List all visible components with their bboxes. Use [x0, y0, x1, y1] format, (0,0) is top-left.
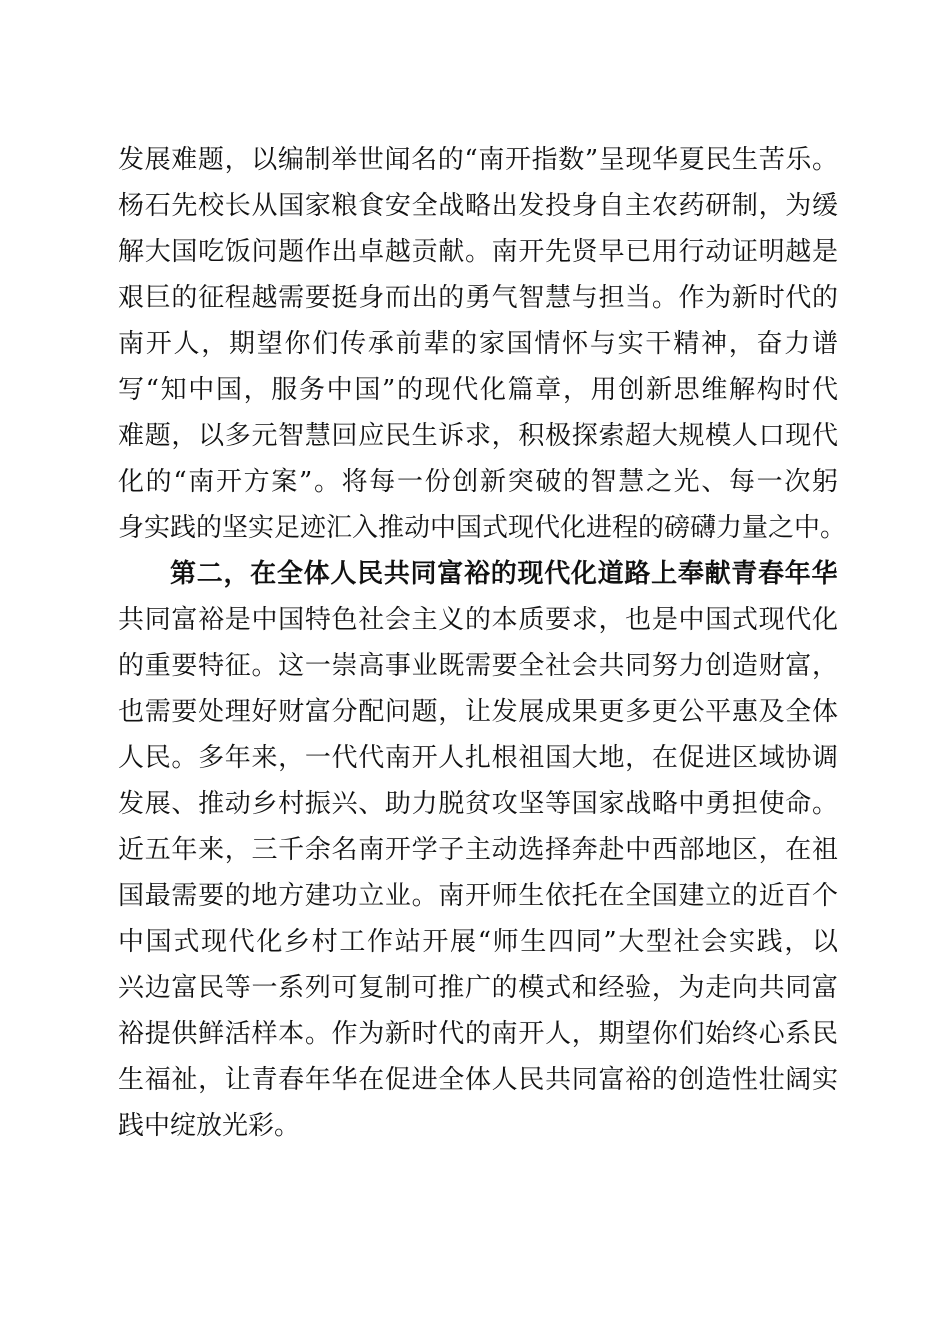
paragraph-2-line-7: 国最需要的地方建功立业。南开师生依托在全国建立的近百个: [118, 881, 838, 911]
paragraph-2-line-4: 人民。多年来，一代代南开人扎根祖国大地，在促进区域协调: [118, 743, 838, 773]
section-heading: 第二，在全体人民共同富裕的现代化道路上奉献青春年华: [170, 559, 838, 589]
paragraph-2-line-6: 近五年来，三千余名南开学子主动选择奔赴中西部地区，在祖: [118, 835, 838, 865]
paragraph-1-line-5: 南开人，期望你们传承前辈的家国情怀与实干精神，奋力谱: [118, 329, 838, 359]
paragraph-1-line-7: 难题，以多元智慧回应民生诉求，积极探索超大规模人口现代: [118, 421, 838, 451]
paragraph-1-line-9: 身实践的坚实足迹汇入推动中国式现代化进程的磅礴力量之中。: [118, 513, 847, 543]
paragraph-1-line-6: 写“知中国，服务中国”的现代化篇章，用创新思维解构时代: [118, 375, 838, 405]
paragraph-2-line-1: 共同富裕是中国特色社会主义的本质要求，也是中国式现代化: [118, 605, 838, 635]
paragraph-1-line-2: 杨石先校长从国家粮食安全战略出发投身自主农药研制，为缓: [118, 191, 838, 221]
paragraph-2-line-2: 的重要特征。这一崇高事业既需要全社会共同努力创造财富，: [118, 651, 838, 681]
paragraph-2-line-9: 兴边富民等一系列可复制可推广的模式和经验，为走向共同富: [118, 973, 838, 1003]
paragraph-2-line-10: 裕提供鲜活样本。作为新时代的南开人，期望你们始终心系民: [118, 1019, 838, 1049]
paragraph-2-line-3: 也需要处理好财富分配问题，让发展成果更多更公平惠及全体: [118, 697, 838, 727]
paragraph-2-line-12: 践中绽放光彩。: [118, 1111, 301, 1141]
paragraph-2-line-5: 发展、推动乡村振兴、助力脱贫攻坚等国家战略中勇担使命。: [118, 789, 838, 819]
paragraph-1-line-4: 艰巨的征程越需要挺身而出的勇气智慧与担当。作为新时代的: [118, 283, 838, 313]
paragraph-2-line-11: 生福祉，让青春年华在促进全体人民共同富裕的创造性壮阔实: [118, 1065, 838, 1095]
paragraph-1-line-1: 发展难题，以编制举世闻名的“南开指数”呈现华夏民生苦乐。: [118, 145, 838, 175]
paragraph-1-line-3: 解大国吃饭问题作出卓越贡献。南开先贤早已用行动证明越是: [118, 237, 838, 267]
paragraph-2-line-8: 中国式现代化乡村工作站开展“师生四同”大型社会实践，以: [118, 927, 838, 957]
paragraph-1-line-8: 化的“南开方案”。将每一份创新突破的智慧之光、每一次躬: [118, 467, 838, 497]
